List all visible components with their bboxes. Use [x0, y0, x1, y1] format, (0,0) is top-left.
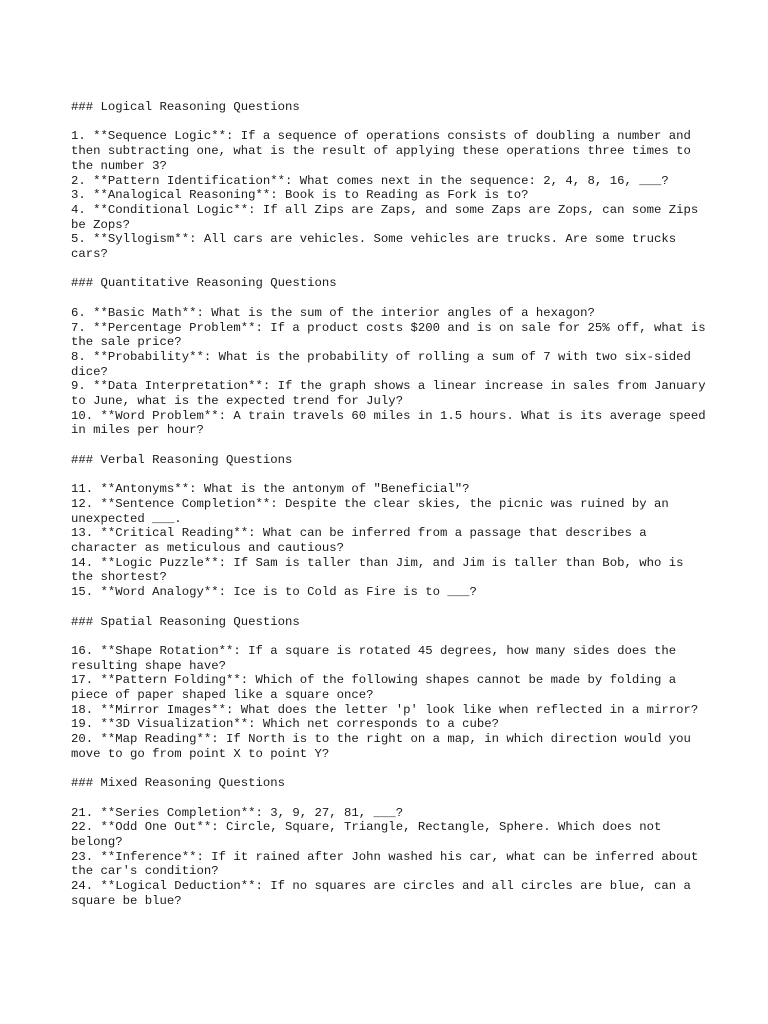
question-list [71, 482, 711, 600]
question-item: 16. **Shape Rotation**: If a square is rotated 45 degrees, how many sides does the resulting shape have? [71, 643, 677, 673]
question-item: 11. **Antonyms**: What is the antonym of "Beneficial"? [71, 482, 470, 497]
question-item: 15. **Word Analogy**: Ice is to Cold as Fire is to ___? [71, 585, 477, 600]
question-item: 12. **Sentence Completion**: Despite the clear skies, the picnic was ruined by an unexpected ___. [71, 496, 669, 526]
question-item: 10. **Word Problem**: A train travels 60 miles in 1.5 hours. What is its average speed in miles per hour? [71, 408, 706, 438]
question-item: 3. **Analogical Reasoning**: Book is to Reading as Fork is to? [71, 188, 529, 203]
section-heading: ### Logical Reasoning Questions [71, 100, 300, 114]
question-item: 17. **Pattern Folding**: Which of the following shapes cannot be made by folding a piece of paper shaped like a square once? [71, 673, 677, 703]
question-list [71, 806, 711, 909]
question-item: 13. **Critical Reading**: What can be inferred from a passage that describes a character as meticulous and cautious? [71, 526, 647, 556]
question-item: 18. **Mirror Images**: What does the letter 'p' look like when reflected in a mirror? [71, 702, 699, 717]
question-item: 7. **Percentage Problem**: If a product costs $200 and is on sale for 25% off, what is the sale price? [71, 320, 706, 350]
section-verbal-reasoning [71, 453, 711, 615]
question-item: 14. **Logic Puzzle**: If Sam is taller than Jim, and Jim is taller than Bob, who is the shortest? [71, 555, 684, 585]
question-item: 24. **Logical Deduction**: If no squares are circles and all circles are blue, can a square be blue? [71, 879, 691, 908]
section-mixed-reasoning [71, 776, 711, 908]
section-heading: ### Verbal Reasoning Questions [71, 452, 293, 467]
question-item: 23. **Inference**: If it rained after John washed his car, what can be inferred about the car's condition? [71, 849, 699, 879]
question-item: 8. **Probability**: What is the probability of rolling a sum of 7 with two six-sided dice? [71, 349, 691, 379]
section-heading: ### Mixed Reasoning Questions [71, 776, 286, 791]
question-item: 4. **Conditional Logic**: If all Zips are Zaps, and some Zaps are Zops, can some Zips be Zops? [71, 202, 699, 232]
question-list [71, 644, 711, 762]
question-item: 9. **Data Interpretation**: If the graph shows a linear increase in sales from January to June, what is the expected trend for July? [71, 379, 706, 409]
question-list [71, 306, 711, 438]
question-item: 20. **Map Reading**: If North is to the right on a map, in which direction would you move to go from point X to point Y? [71, 732, 691, 761]
question-item: 19. **3D Visualization**: Which net corresponds to a cube? [71, 717, 500, 732]
section-spatial-reasoning [71, 615, 711, 777]
section-heading: ### Quantitative Reasoning Questions [71, 276, 337, 291]
section-logical-reasoning [71, 100, 711, 276]
question-item: 22. **Odd One Out**: Circle, Square, Triangle, Rectangle, Sphere. Which does not belong? [71, 820, 662, 850]
section-quantitative-reasoning [71, 276, 711, 452]
document-body [71, 100, 711, 909]
question-item: 1. **Sequence Logic**: If a sequence of operations consists of doubling a number and then subtracting one, what is the result of applying these operations three times to the number 3? [71, 129, 691, 173]
question-item: 2. **Pattern Identification**: What comes next in the sequence: 2, 4, 8, 16, ___? [71, 173, 669, 188]
question-item: 5. **Syllogism**: All cars are vehicles. Some vehicles are trucks. Are some trucks cars? [71, 232, 677, 262]
section-heading: ### Spatial Reasoning Questions [71, 614, 300, 629]
question-list [71, 129, 711, 261]
question-item: 6. **Basic Math**: What is the sum of the interior angles of a hexagon? [71, 305, 595, 320]
question-item: 21. **Series Completion**: 3, 9, 27, 81, ___? [71, 805, 404, 820]
